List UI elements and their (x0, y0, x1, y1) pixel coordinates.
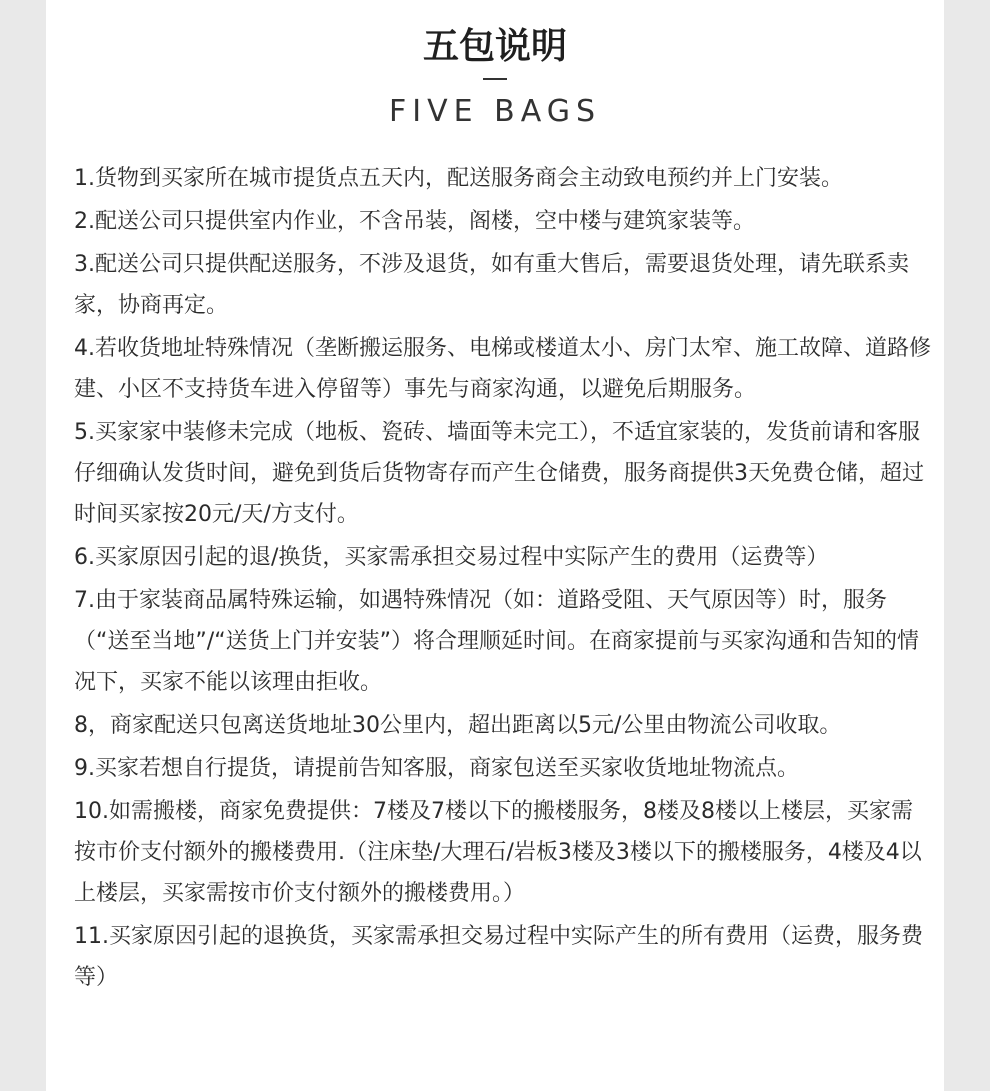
terms-list (74, 158, 934, 1000)
term-item-10: 10.如需搬楼，商家免费提供：7楼及7楼以下的搬楼服务，8楼及8楼以上楼层，买家需按市价支付额外的搬楼费用.（注床垫/大理石/岩板3楼及3楼以下的搬楼服务，4楼及4以上楼层，买家需按市价支付额外的搬楼费用。） (74, 799, 922, 906)
term-item-8: 8，商家配送只包离送货地址30公里内，超出距离以5元/公里由物流公司收取。 (74, 713, 842, 738)
term-item-6: 6.买家原因引起的退/换货，买家需承担交易过程中实际产生的费用（运费等） (74, 545, 829, 570)
term-item-9: 9.买家若想自行提货，请提前告知客服，商家包送至买家收货地址物流点。 (74, 756, 799, 781)
term-item-2: 2.配送公司只提供室内作业，不含吊装，阁楼，空中楼与建筑家装等。 (74, 209, 755, 234)
term-item-5: 5.买家家中装修未完成（地板、瓷砖、墙面等未完工），不适宜家装的，发货前请和客服仔细确认发货时间，避免到货后货物寄存而产生仓储费，服务商提供3天免费仓储，超过时间买家按20元/天/方支付。 (74, 420, 924, 527)
page-title: 五包说明 (422, 26, 567, 67)
term-item-4: 4.若收货地址特殊情况（垄断搬运服务、电梯或楼道太小、房门太窄、施工故障、道路修建、小区不支持货车进入停留等）事先与商家沟通，以避免后期服务。 (74, 336, 931, 402)
term-item-11: 11.买家原因引起的退换货，买家需承担交易过程中实际产生的所有费用（运费，服务费等） (74, 924, 923, 990)
title-divider (483, 78, 507, 80)
term-item-3: 3.配送公司只提供配送服务，不涉及退货，如有重大售后，需要退货处理，请先联系卖家，协商再定。 (74, 252, 909, 318)
term-item-1: 1.货物到买家所在城市提货点五天内，配送服务商会主动致电预约并上门安装。 (74, 166, 843, 191)
term-item-7: 7.由于家装商品属特殊运输，如遇特殊情况（如：道路受阻、天气原因等）时，服务（“送至当地”/“送货上门并安装”）将合理顺延时间。在商家提前与买家沟通和告知的情况下，买家不能以该理由拒收。 (74, 588, 920, 695)
page-subtitle: FIVE BAGS (389, 94, 601, 129)
notice-page (46, 0, 944, 1091)
